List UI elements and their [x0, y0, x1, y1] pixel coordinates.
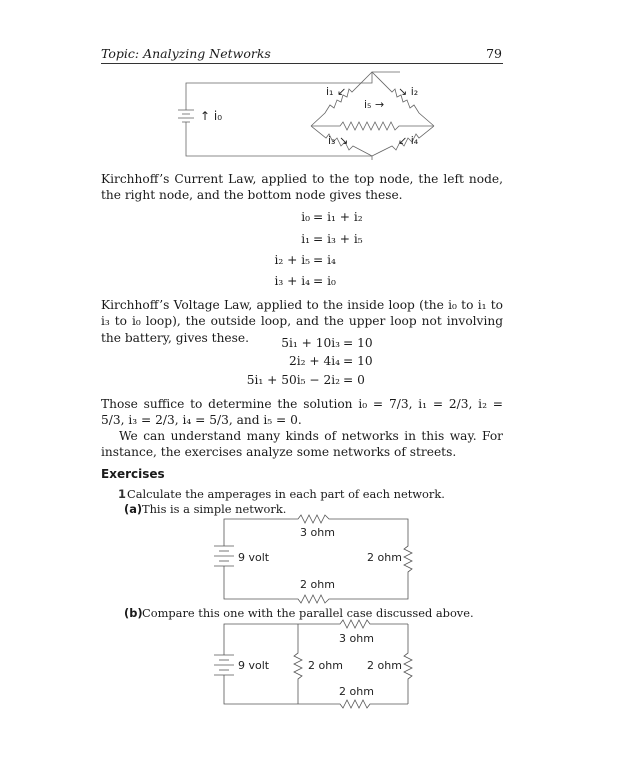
current-label-i1: i₁ ↙: [326, 85, 347, 98]
running-header: Topic: Analyzing Networks: [101, 46, 271, 61]
current-label-i3: i₃ ↘: [328, 134, 349, 147]
part-a-label: (a): [124, 502, 143, 516]
circuit-a-bottom-resistor-label: 2 ohm: [300, 578, 335, 591]
resistor-zigzag-5: [311, 122, 434, 130]
closing-paragraph: We can understand many kinds of networks in this way. For instance, the exercises analyze some networks of streets.: [101, 429, 503, 460]
kcl-eq-3-rhs: = i₄: [313, 253, 336, 267]
kcl-eq-1-lhs: i₀: [301, 210, 310, 224]
circuit-b-right-resistor-label: 2 ohm: [367, 659, 402, 672]
current-label-i0: ↑ i₀: [200, 109, 223, 123]
kcl-eq-4-rhs: = i₀: [313, 274, 336, 288]
kvl-eq-1-lhs: 5i₁ + 10i₃: [281, 336, 340, 350]
circuit-b-wire-left: [224, 675, 298, 704]
circuit-b-middle-resistor: [294, 624, 302, 704]
current-label-i5: i₅ →: [364, 98, 385, 111]
circuit-b-right-resistor: [404, 624, 412, 704]
kvl-intro-paragraph: Kirchhoff’s Voltage Law, applied to the inside loop (the i₀ to i₁ to i₃ to i₀ loop), the outside loop, and the upper loop not involving the battery, gives these.: [101, 298, 503, 345]
circuit-b-top-resistor: [298, 620, 408, 628]
part-b-text: Compare this one with the parallel case discussed above.: [142, 606, 474, 620]
kcl-eq-2-lhs: i₁: [301, 232, 310, 246]
kvl-eq-2-lhs: 2i₂ + 4i₄: [288, 354, 340, 368]
circuit-a-right-resistor-label: 2 ohm: [367, 551, 402, 564]
circuit-a-battery-label: 9 volt: [238, 551, 270, 564]
current-label-i2: ↘ i₂: [398, 85, 419, 98]
bridge-network-figure: [0, 0, 630, 160]
kvl-eq-3-rhs: = 0: [343, 373, 365, 387]
circuit-b-wire-left: [224, 624, 298, 655]
circuit-b-top-resistor-label: 3 ohm: [339, 632, 374, 645]
part-a-text: This is a simple network.: [142, 502, 287, 516]
exercise-number: 1: [118, 487, 126, 501]
kcl-eq-2-rhs: = i₃ + i₅: [313, 232, 363, 246]
circuit-b-bottom-resistor-label: 2 ohm: [339, 685, 374, 698]
part-b-label: (b): [124, 606, 143, 620]
kvl-eq-2-rhs: = 10: [343, 354, 373, 368]
kcl-eq-1-rhs: = i₁ + i₂: [313, 210, 363, 224]
circuit-b-battery-label: 9 volt: [238, 659, 270, 672]
circuit-a-figure: [0, 510, 630, 610]
exercises-heading: Exercises: [101, 467, 165, 481]
circuit-b-middle-resistor-label: 2 ohm: [308, 659, 343, 672]
current-label-i4: ↙ i₄: [398, 134, 419, 147]
circuit-b-figure: [0, 615, 630, 715]
resistor-zigzag-1: [311, 72, 372, 126]
kvl-eq-3-lhs: 5i₁ + 50i₅ − 2i₂: [246, 373, 340, 387]
kcl-intro-paragraph: Kirchhoff’s Current Law, applied to the top node, the left node, the right node, and the bottom node gives these.: [101, 172, 503, 203]
kvl-eq-1-rhs: = 10: [343, 336, 373, 350]
circuit-a-top-resistor-label: 3 ohm: [300, 526, 335, 539]
kcl-eq-4-lhs: i₃ + i₄: [274, 274, 310, 288]
solution-paragraph: Those suffice to determine the solution i₀ = 7/3, i₁ = 2/3, i₂ = 5/3, i₃ = 2/3, i₄ = 5/3, and i₅ = 0.: [101, 397, 503, 428]
exercise-1-text: Calculate the amperages in each part of each network.: [127, 487, 445, 501]
kcl-eq-3-lhs: i₂ + i₅: [274, 253, 310, 267]
page-number: 79: [486, 46, 502, 61]
circuit-b-bottom-resistor: [298, 700, 408, 708]
